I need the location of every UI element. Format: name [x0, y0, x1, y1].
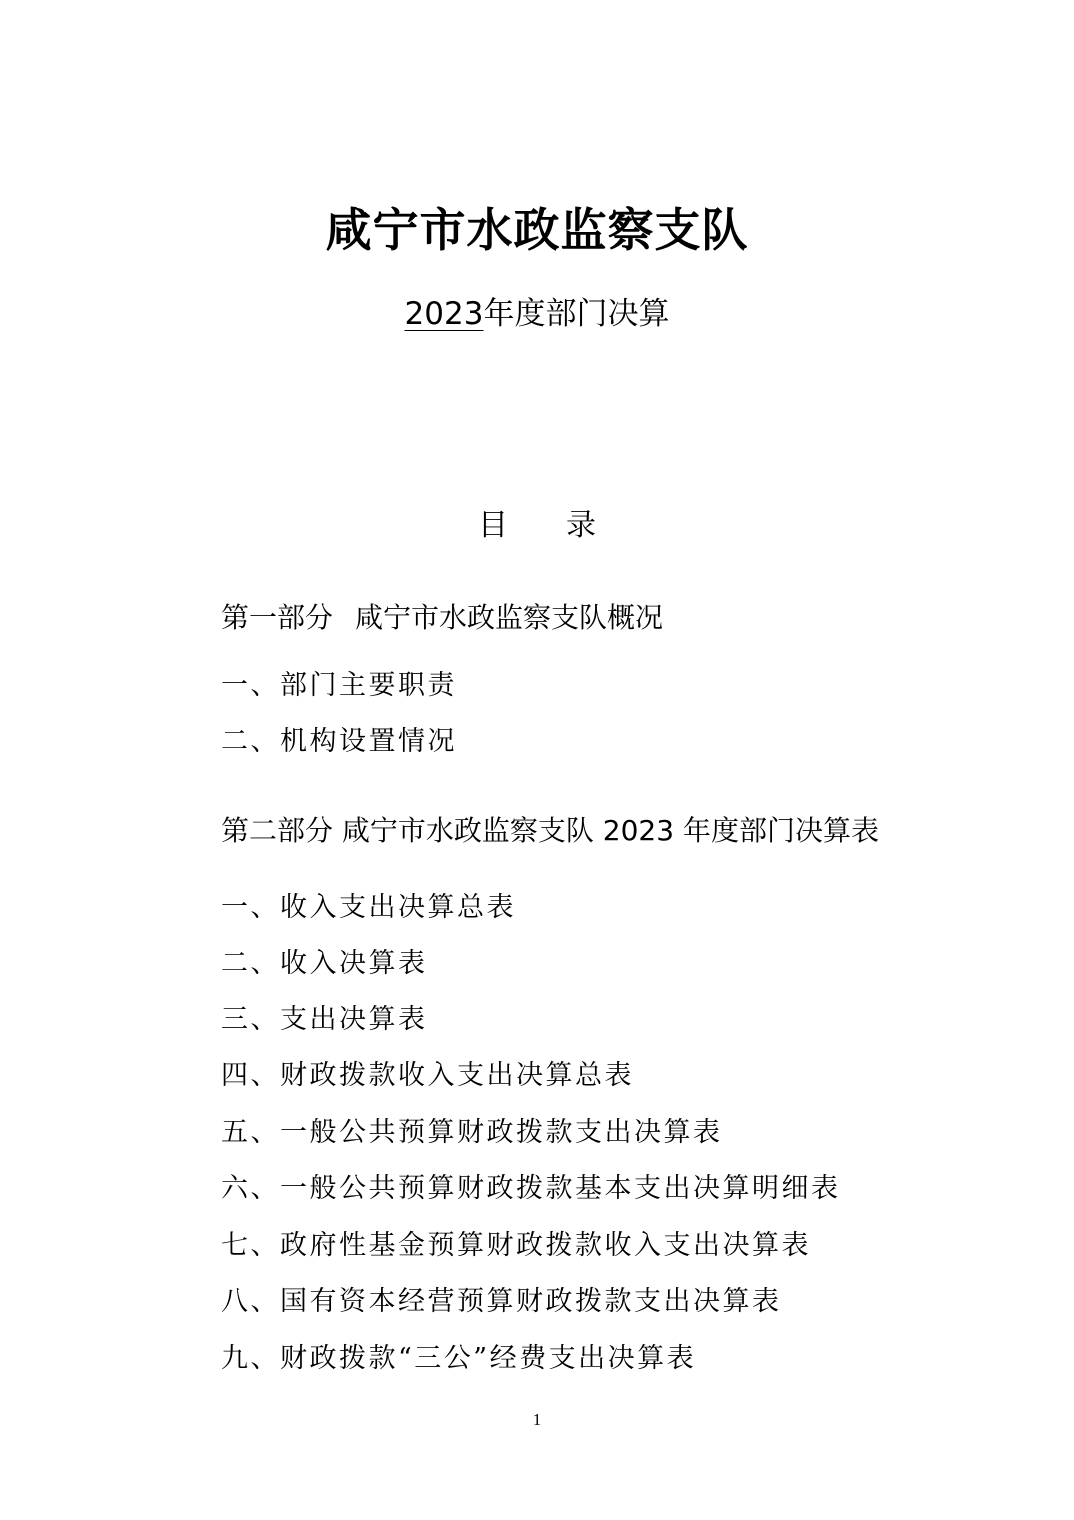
toc-part-1-item: 二、机构设置情况 [221, 726, 457, 757]
toc-heading [0, 502, 1074, 550]
toc-heading-right: 录 [566, 508, 596, 543]
page-number: 1 [532, 1410, 542, 1429]
toc-part-2-item: 七、政府性基金预算财政拨款收入支出决算表 [221, 1230, 811, 1261]
toc-part-2-title: 第二部分 咸宁市水政监察支队 2023 年度部门决算表 [221, 814, 879, 847]
toc-part-1 [221, 598, 663, 638]
toc-part-1-item: 一、部门主要职责 [221, 670, 457, 701]
toc-heading-left: 目 [478, 508, 508, 543]
toc-part-2-item: 八、国有资本经营预算财政拨款支出决算表 [221, 1286, 782, 1317]
toc-part-2-item: 四、财政拨款收入支出决算总表 [221, 1060, 634, 1091]
toc-part-2-item: 一、收入支出决算总表 [221, 892, 516, 923]
toc-part-1-label: 第一部分 [221, 601, 334, 634]
document-title: 咸宁市水政监察支队 [325, 203, 749, 257]
subtitle-year: 2023 [404, 296, 484, 332]
toc-part-2-item: 九、财政拨款“三公”经费支出决算表 [221, 1343, 697, 1374]
subtitle-text: 年度部门决算 [483, 296, 670, 332]
toc-part-1-title: 咸宁市水政监察支队概况 [355, 601, 664, 634]
toc-part-2-item: 二、收入决算表 [221, 948, 428, 979]
toc-part-2-item: 三、支出决算表 [221, 1004, 428, 1035]
toc-part-2-item: 六、一般公共预算财政拨款基本支出决算明细表 [221, 1173, 841, 1204]
toc-part-2-item: 五、一般公共预算财政拨款支出决算表 [221, 1117, 723, 1148]
document-subtitle [0, 290, 1074, 338]
